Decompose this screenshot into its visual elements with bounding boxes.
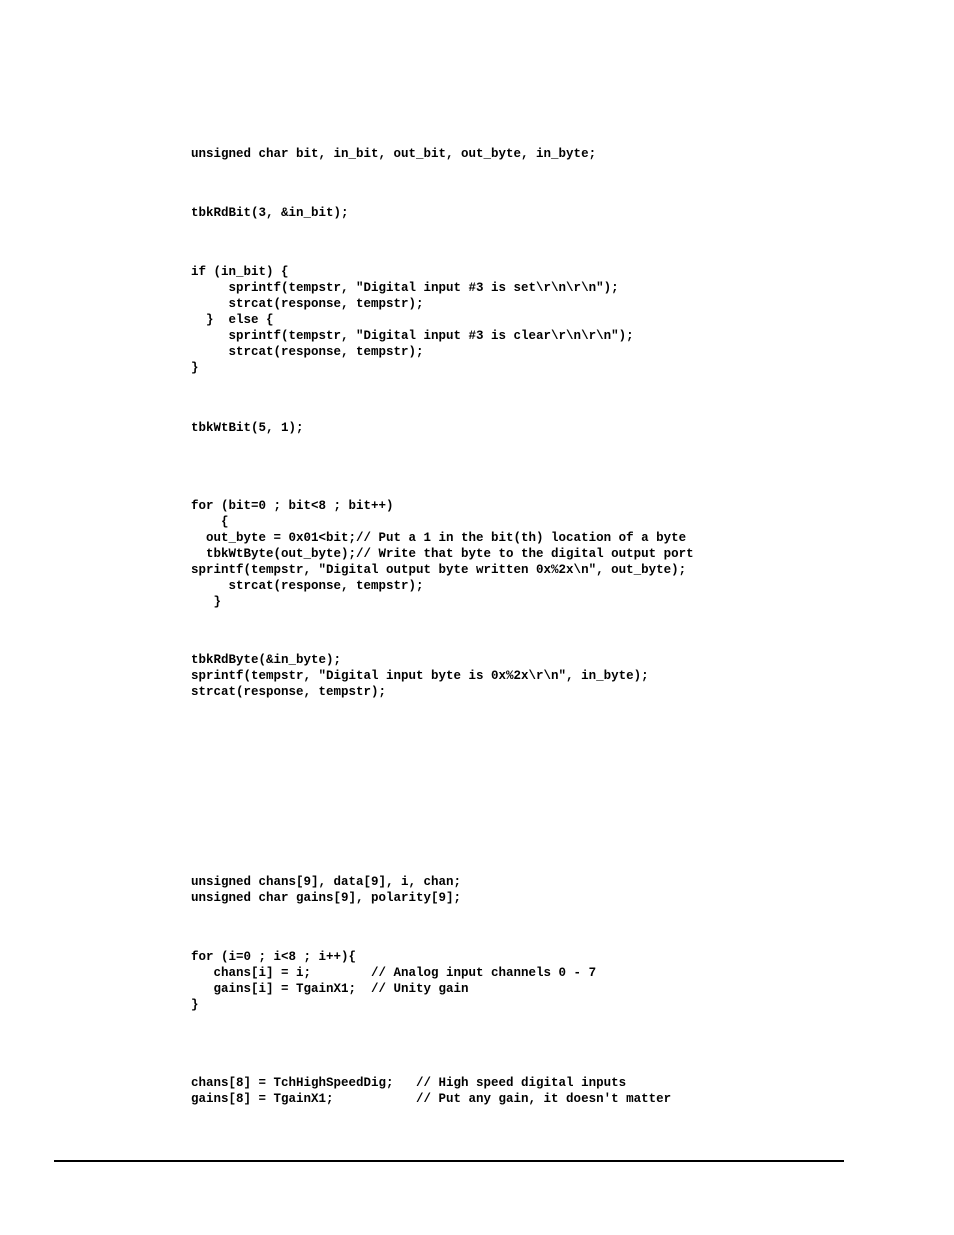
code-line: strcat(response, tempstr); <box>191 297 424 311</box>
code-line: for (bit=0 ; bit<8 ; bit++) <box>191 499 394 513</box>
code-block-read-byte <box>191 652 649 700</box>
code-line: chans[i] = i; // Analog input channels 0 - 7 <box>191 966 597 980</box>
code-block-if-in-bit <box>191 264 634 376</box>
code-line: if (in_bit) { <box>191 265 289 279</box>
code-line: strcat(response, tempstr); <box>191 345 424 359</box>
code-line: tbkRdByte(&in_byte); <box>191 653 342 667</box>
code-block-analog-declarations <box>191 874 461 906</box>
code-line: tbkWtBit(5, 1); <box>191 421 304 435</box>
code-line: { <box>191 515 229 529</box>
code-line: unsigned char gains[9], polarity[9]; <box>191 891 462 905</box>
code-line: } <box>191 998 199 1012</box>
code-line: sprintf(tempstr, "Digital input #3 is clear\r\n\r\n"); <box>191 329 634 343</box>
code-block-read-bit <box>191 205 349 221</box>
footer-divider <box>54 1160 844 1162</box>
code-line: sprintf(tempstr, "Digital input byte is 0x%2x\r\n", in_byte); <box>191 669 649 683</box>
code-block-for-bit-loop <box>191 498 694 610</box>
code-line: sprintf(tempstr, "Digital input #3 is set\r\n\r\n"); <box>191 281 619 295</box>
code-line: gains[i] = TgainX1; // Unity gain <box>191 982 469 996</box>
code-line: gains[8] = TgainX1; // Put any gain, it doesn't matter <box>191 1092 672 1106</box>
code-line: } else { <box>191 313 274 327</box>
code-block-write-bit <box>191 420 304 436</box>
code-line: sprintf(tempstr, "Digital output byte written 0x%2x\n", out_byte); <box>191 563 687 577</box>
code-line: tbkRdBit(3, &in_bit); <box>191 206 349 220</box>
code-line: strcat(response, tempstr); <box>191 685 387 699</box>
code-block-channel-loop <box>191 949 596 1013</box>
code-block-high-speed-digital <box>191 1075 671 1107</box>
code-line: } <box>191 595 222 609</box>
code-line: out_byte = 0x01<bit;// Put a 1 in the bit(th) location of a byte <box>191 531 687 545</box>
code-line: strcat(response, tempstr); <box>191 579 424 593</box>
code-line: for (i=0 ; i<8 ; i++){ <box>191 950 357 964</box>
code-line: unsigned chans[9], data[9], i, chan; <box>191 875 462 889</box>
code-line: } <box>191 361 199 375</box>
code-line: chans[8] = TchHighSpeedDig; // High speed digital inputs <box>191 1076 627 1090</box>
code-line: unsigned char bit, in_bit, out_bit, out_byte, in_byte; <box>191 147 597 161</box>
code-block-declarations <box>191 146 596 162</box>
code-line: tbkWtByte(out_byte);// Write that byte to the digital output port <box>191 547 694 561</box>
